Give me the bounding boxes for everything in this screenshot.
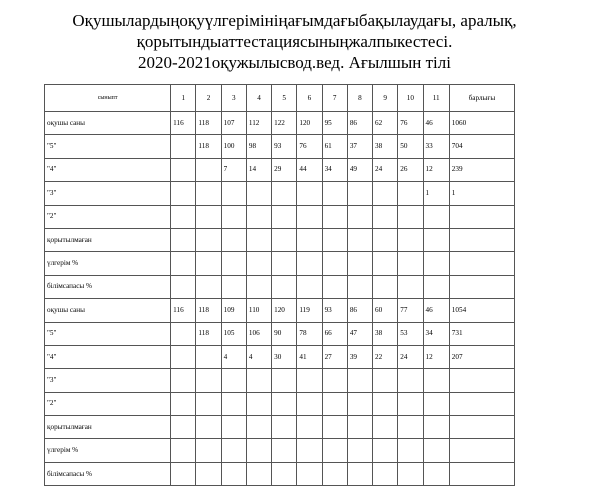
cell-class-3 <box>221 369 246 392</box>
header-class-8: 8 <box>347 85 372 112</box>
cell-class-8 <box>347 369 372 392</box>
header-class-label: сыныпт <box>45 85 171 112</box>
cell-class-6: 41 <box>297 345 322 368</box>
cell-class-4: 98 <box>246 135 271 158</box>
cell-class-5: 93 <box>272 135 297 158</box>
cell-class-9 <box>373 369 398 392</box>
cell-class-1 <box>171 135 196 158</box>
cell-class-4 <box>246 369 271 392</box>
cell-class-8: 49 <box>347 158 372 181</box>
cell-class-4 <box>246 228 271 251</box>
cell-class-3: 7 <box>221 158 246 181</box>
cell-class-1 <box>171 252 196 275</box>
cell-class-2 <box>196 228 221 251</box>
cell-class-11 <box>423 392 449 415</box>
table-row <box>45 416 515 439</box>
cell-class-1 <box>171 158 196 181</box>
table-row <box>45 345 515 368</box>
cell-class-8: 39 <box>347 345 372 368</box>
cell-total <box>449 392 514 415</box>
cell-class-6: 76 <box>297 135 322 158</box>
cell-total: 1060 <box>449 112 514 135</box>
cell-class-2 <box>196 416 221 439</box>
cell-class-11 <box>423 369 449 392</box>
cell-class-5 <box>272 228 297 251</box>
cell-class-9 <box>373 275 398 298</box>
cell-class-9 <box>373 205 398 228</box>
cell-class-10 <box>398 182 423 205</box>
cell-class-3: 4 <box>221 345 246 368</box>
table-row <box>45 322 515 345</box>
cell-class-3: 105 <box>221 322 246 345</box>
cell-total <box>449 252 514 275</box>
row-label: оқушы саны <box>45 299 171 322</box>
cell-class-2: 118 <box>196 299 221 322</box>
row-label: білімсапасы % <box>45 275 171 298</box>
cell-class-3 <box>221 252 246 275</box>
cell-class-5 <box>272 275 297 298</box>
cell-class-1 <box>171 205 196 228</box>
cell-class-1 <box>171 345 196 368</box>
grades-table <box>44 84 515 486</box>
cell-class-11 <box>423 228 449 251</box>
cell-class-7 <box>322 392 347 415</box>
cell-total <box>449 416 514 439</box>
cell-class-9: 22 <box>373 345 398 368</box>
cell-class-6 <box>297 462 322 485</box>
cell-class-4 <box>246 439 271 462</box>
cell-class-11 <box>423 252 449 275</box>
cell-class-11 <box>423 462 449 485</box>
cell-class-9: 60 <box>373 299 398 322</box>
cell-class-8 <box>347 228 372 251</box>
cell-class-6 <box>297 275 322 298</box>
cell-class-6: 78 <box>297 322 322 345</box>
cell-class-5 <box>272 462 297 485</box>
cell-class-6 <box>297 182 322 205</box>
cell-class-9 <box>373 439 398 462</box>
cell-class-9 <box>373 392 398 415</box>
row-label: қорытылмаған <box>45 228 171 251</box>
table-row <box>45 392 515 415</box>
cell-class-3: 107 <box>221 112 246 135</box>
cell-class-8 <box>347 182 372 205</box>
cell-class-10 <box>398 228 423 251</box>
cell-total <box>449 439 514 462</box>
cell-class-3 <box>221 275 246 298</box>
row-label: оқушы саны <box>45 112 171 135</box>
cell-class-11 <box>423 439 449 462</box>
title-line-1: Оқушылардыңоқуүлгерімініңағымдағыбақылаудағы, аралық, <box>72 11 517 30</box>
cell-class-7: 93 <box>322 299 347 322</box>
cell-class-7 <box>322 439 347 462</box>
cell-class-10: 24 <box>398 345 423 368</box>
cell-class-9: 38 <box>373 135 398 158</box>
title-line-3: 2020-2021оқужылысвод.вед. Ағылшын тілі <box>138 53 451 72</box>
cell-class-4: 14 <box>246 158 271 181</box>
row-label: "5" <box>45 322 171 345</box>
cell-class-7 <box>322 228 347 251</box>
cell-class-4 <box>246 392 271 415</box>
cell-class-2 <box>196 369 221 392</box>
cell-class-6 <box>297 205 322 228</box>
cell-class-10 <box>398 252 423 275</box>
header-class-11: 11 <box>423 85 449 112</box>
cell-class-7 <box>322 275 347 298</box>
cell-class-3 <box>221 439 246 462</box>
cell-class-5 <box>272 392 297 415</box>
table-row <box>45 228 515 251</box>
header-class-1: 1 <box>171 85 196 112</box>
cell-class-8 <box>347 439 372 462</box>
cell-class-6: 119 <box>297 299 322 322</box>
cell-class-6 <box>297 228 322 251</box>
cell-class-2 <box>196 345 221 368</box>
cell-class-10: 77 <box>398 299 423 322</box>
table-row <box>45 299 515 322</box>
row-label: "2" <box>45 205 171 228</box>
cell-class-5: 120 <box>272 299 297 322</box>
cell-class-5 <box>272 439 297 462</box>
cell-class-4: 112 <box>246 112 271 135</box>
cell-total <box>449 462 514 485</box>
cell-class-2 <box>196 439 221 462</box>
cell-total <box>449 205 514 228</box>
cell-class-4 <box>246 462 271 485</box>
cell-class-10 <box>398 416 423 439</box>
header-class-3: 3 <box>221 85 246 112</box>
cell-class-2 <box>196 158 221 181</box>
cell-class-9 <box>373 462 398 485</box>
cell-class-5: 122 <box>272 112 297 135</box>
cell-class-1 <box>171 228 196 251</box>
cell-total: 1054 <box>449 299 514 322</box>
cell-class-1 <box>171 182 196 205</box>
cell-class-2 <box>196 205 221 228</box>
cell-class-3 <box>221 392 246 415</box>
cell-class-5 <box>272 369 297 392</box>
table-row <box>45 158 515 181</box>
cell-class-8 <box>347 462 372 485</box>
cell-total <box>449 228 514 251</box>
row-label: үлгерім % <box>45 252 171 275</box>
cell-class-1: 116 <box>171 299 196 322</box>
cell-class-7: 34 <box>322 158 347 181</box>
cell-class-8 <box>347 416 372 439</box>
cell-class-10: 26 <box>398 158 423 181</box>
header-class-9: 9 <box>373 85 398 112</box>
cell-class-4: 4 <box>246 345 271 368</box>
cell-class-3 <box>221 228 246 251</box>
cell-class-10 <box>398 392 423 415</box>
header-class-2: 2 <box>196 85 221 112</box>
cell-class-3 <box>221 462 246 485</box>
header-class-4: 4 <box>246 85 271 112</box>
cell-class-10: 53 <box>398 322 423 345</box>
cell-class-5: 29 <box>272 158 297 181</box>
cell-class-6 <box>297 416 322 439</box>
cell-class-3 <box>221 182 246 205</box>
cell-class-10 <box>398 205 423 228</box>
table-row <box>45 462 515 485</box>
cell-total: 207 <box>449 345 514 368</box>
cell-class-1 <box>171 462 196 485</box>
cell-class-8: 86 <box>347 112 372 135</box>
header-class-5: 5 <box>272 85 297 112</box>
cell-class-10: 50 <box>398 135 423 158</box>
cell-class-1 <box>171 416 196 439</box>
cell-class-1 <box>171 439 196 462</box>
cell-class-9 <box>373 252 398 275</box>
cell-class-11 <box>423 275 449 298</box>
table-row <box>45 205 515 228</box>
cell-total: 239 <box>449 158 514 181</box>
table-row <box>45 135 515 158</box>
cell-class-4: 106 <box>246 322 271 345</box>
cell-class-3 <box>221 416 246 439</box>
document-title <box>0 10 589 73</box>
cell-class-5: 30 <box>272 345 297 368</box>
cell-class-8 <box>347 205 372 228</box>
cell-class-7: 61 <box>322 135 347 158</box>
title-line-2: қорытындыаттестациясыныңжалпыкестесі. <box>136 32 453 51</box>
cell-class-8: 86 <box>347 299 372 322</box>
cell-class-6 <box>297 392 322 415</box>
cell-class-7 <box>322 416 347 439</box>
cell-class-6 <box>297 369 322 392</box>
row-label: "3" <box>45 369 171 392</box>
cell-class-11: 46 <box>423 299 449 322</box>
cell-class-11 <box>423 205 449 228</box>
table-row <box>45 252 515 275</box>
table-row <box>45 369 515 392</box>
cell-class-4 <box>246 205 271 228</box>
cell-class-11: 46 <box>423 112 449 135</box>
row-label: "5" <box>45 135 171 158</box>
cell-class-2 <box>196 462 221 485</box>
cell-class-1 <box>171 392 196 415</box>
cell-class-6: 120 <box>297 112 322 135</box>
cell-class-7 <box>322 252 347 275</box>
cell-class-5 <box>272 416 297 439</box>
cell-class-10 <box>398 369 423 392</box>
cell-class-4 <box>246 416 271 439</box>
row-label: "4" <box>45 158 171 181</box>
cell-total: 1 <box>449 182 514 205</box>
cell-class-8: 37 <box>347 135 372 158</box>
header-class-10: 10 <box>398 85 423 112</box>
cell-class-11: 33 <box>423 135 449 158</box>
cell-class-2 <box>196 182 221 205</box>
table-row <box>45 275 515 298</box>
cell-class-2 <box>196 392 221 415</box>
cell-class-2: 118 <box>196 112 221 135</box>
cell-class-4 <box>246 182 271 205</box>
cell-class-7: 95 <box>322 112 347 135</box>
cell-class-2: 118 <box>196 135 221 158</box>
cell-total <box>449 369 514 392</box>
cell-class-3: 109 <box>221 299 246 322</box>
cell-class-9 <box>373 416 398 439</box>
row-label: "3" <box>45 182 171 205</box>
cell-class-10 <box>398 275 423 298</box>
cell-class-5 <box>272 252 297 275</box>
cell-class-5 <box>272 182 297 205</box>
cell-class-11 <box>423 416 449 439</box>
header-class-6: 6 <box>297 85 322 112</box>
row-label: "2" <box>45 392 171 415</box>
cell-class-2 <box>196 252 221 275</box>
row-label: білімсапасы % <box>45 462 171 485</box>
cell-class-9 <box>373 182 398 205</box>
cell-class-7 <box>322 205 347 228</box>
cell-class-1 <box>171 369 196 392</box>
cell-class-8 <box>347 252 372 275</box>
cell-class-2: 118 <box>196 322 221 345</box>
cell-class-10 <box>398 462 423 485</box>
row-label: қорытылмаған <box>45 416 171 439</box>
cell-class-6 <box>297 252 322 275</box>
cell-class-7 <box>322 462 347 485</box>
cell-class-6: 44 <box>297 158 322 181</box>
cell-class-10 <box>398 439 423 462</box>
header-total: барлығы <box>449 85 514 112</box>
cell-class-7 <box>322 182 347 205</box>
cell-class-6 <box>297 439 322 462</box>
table-row <box>45 112 515 135</box>
row-label: үлгерім % <box>45 439 171 462</box>
cell-class-1 <box>171 322 196 345</box>
cell-class-5: 90 <box>272 322 297 345</box>
table-row <box>45 182 515 205</box>
cell-total: 731 <box>449 322 514 345</box>
cell-class-4: 110 <box>246 299 271 322</box>
cell-class-8 <box>347 275 372 298</box>
cell-class-11: 12 <box>423 345 449 368</box>
cell-class-3 <box>221 205 246 228</box>
cell-class-8: 47 <box>347 322 372 345</box>
cell-class-5 <box>272 205 297 228</box>
cell-class-2 <box>196 275 221 298</box>
header-class-7: 7 <box>322 85 347 112</box>
cell-class-7: 66 <box>322 322 347 345</box>
cell-class-1 <box>171 275 196 298</box>
table-header-row <box>45 85 515 112</box>
cell-class-10: 76 <box>398 112 423 135</box>
cell-class-7: 27 <box>322 345 347 368</box>
cell-class-11: 1 <box>423 182 449 205</box>
cell-class-11: 34 <box>423 322 449 345</box>
cell-total: 704 <box>449 135 514 158</box>
cell-class-1: 116 <box>171 112 196 135</box>
cell-class-9: 38 <box>373 322 398 345</box>
table-row <box>45 439 515 462</box>
row-label: "4" <box>45 345 171 368</box>
cell-class-4 <box>246 275 271 298</box>
cell-class-7 <box>322 369 347 392</box>
cell-class-9: 62 <box>373 112 398 135</box>
cell-class-11: 12 <box>423 158 449 181</box>
cell-class-9 <box>373 228 398 251</box>
cell-class-9: 24 <box>373 158 398 181</box>
cell-class-8 <box>347 392 372 415</box>
cell-total <box>449 275 514 298</box>
cell-class-3: 100 <box>221 135 246 158</box>
cell-class-4 <box>246 252 271 275</box>
